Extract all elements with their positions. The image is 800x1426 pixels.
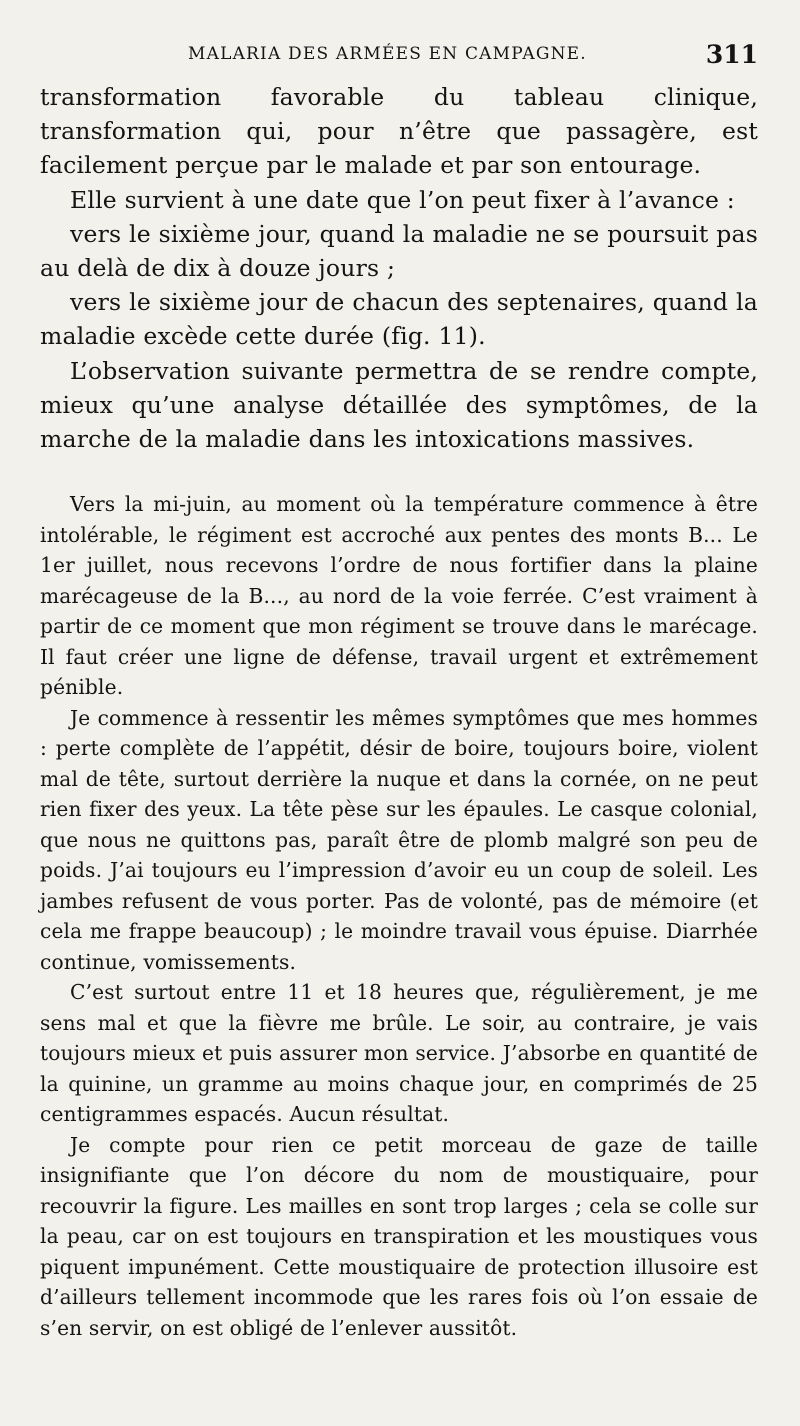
paragraph: vers le sixième jour, quand la maladie ne se poursuit pas au delà de dix à douze jours ; — [40, 219, 758, 283]
observation-paragraph: Je commence à ressentir les mêmes symptômes que mes hommes : perte complète de l’appétit, désir de boire, toujours boire, violent mal de tête, surtout derrière la nuque et dans la cornée, on ne peut rien fixer des yeux. La tête pèse sur les épaules. Le casque colonial, que nous ne quittons pas, paraît être de plomb malgré son peu de poids. J’ai toujours eu l’impression d’avoir eu un coup de soleil. Les jambes refusent de vous porter. Pas de volonté, pas de mémoire (et cela me frappe beaucoup) ; le moindre travail vous épuise. Diarrhée continue, vomissements. — [40, 705, 758, 974]
paragraph: Elle survient à une date que l’on peut fixer à l’avance : — [70, 185, 735, 214]
paragraph: L’observation suivante permettra de se rendre compte, mieux qu’une analyse détaillée des symptômes, de la marche de la maladie dans les intoxications massives. — [40, 356, 758, 454]
paragraph-continuation: transformation favorable du tableau clinique, transformation qui, pour n’être que passagère, est facilement perçue par le malade et par son entourage. — [40, 83, 758, 180]
page-number: 311 — [705, 40, 758, 69]
running-head — [40, 40, 758, 80]
running-title: MALARIA DES ARMÉES EN CAMPAGNE. — [188, 44, 587, 64]
observation-paragraph: Vers la mi-juin, au moment où la température commence à être intolérable, le régiment est accroché aux pentes des monts B... Le 1er juillet, nous recevons l’ordre de nous fortifier dans la plaine marécageuse de la B..., au nord de la voie ferrée. C’est vraiment à partir de ce moment que mon régiment se trouve dans le marécage. Il faut créer une ligne de défense, travail urgent et extrêmement pénible. — [40, 492, 758, 700]
observation-excerpt — [40, 489, 758, 1343]
observation-paragraph: C’est surtout entre 11 et 18 heures que, régulièrement, je me sens mal et que la fièvre me brûle. Le soir, au contraire, je vais toujours mieux et puis assurer mon service. J’absorbe en quantité de la quinine, un gramme au moins chaque jour, en comprimés de 25 centigrammes espacés. Aucun résultat. — [40, 980, 758, 1127]
paragraph: vers le sixième jour de chacun des septenaires, quand la maladie excède cette durée (fig. 11). — [40, 288, 758, 351]
observation-paragraph: Je compte pour rien ce petit morceau de gaze de taille insignifiante que l’on décore du nom de moustiquaire, pour recouvrir la figure. Les mailles en sont trop larges ; cela se colle sur la peau, car on est toujours en transpiration et les moustiques vous piquent impunément. Cette moustiquaire de protection illusoire est d’ailleurs tellement incommode que les rares fois où l’on essaie de s’en servir, on est obligé de l’enlever aussitôt. — [40, 1132, 758, 1340]
main-text — [40, 80, 758, 456]
